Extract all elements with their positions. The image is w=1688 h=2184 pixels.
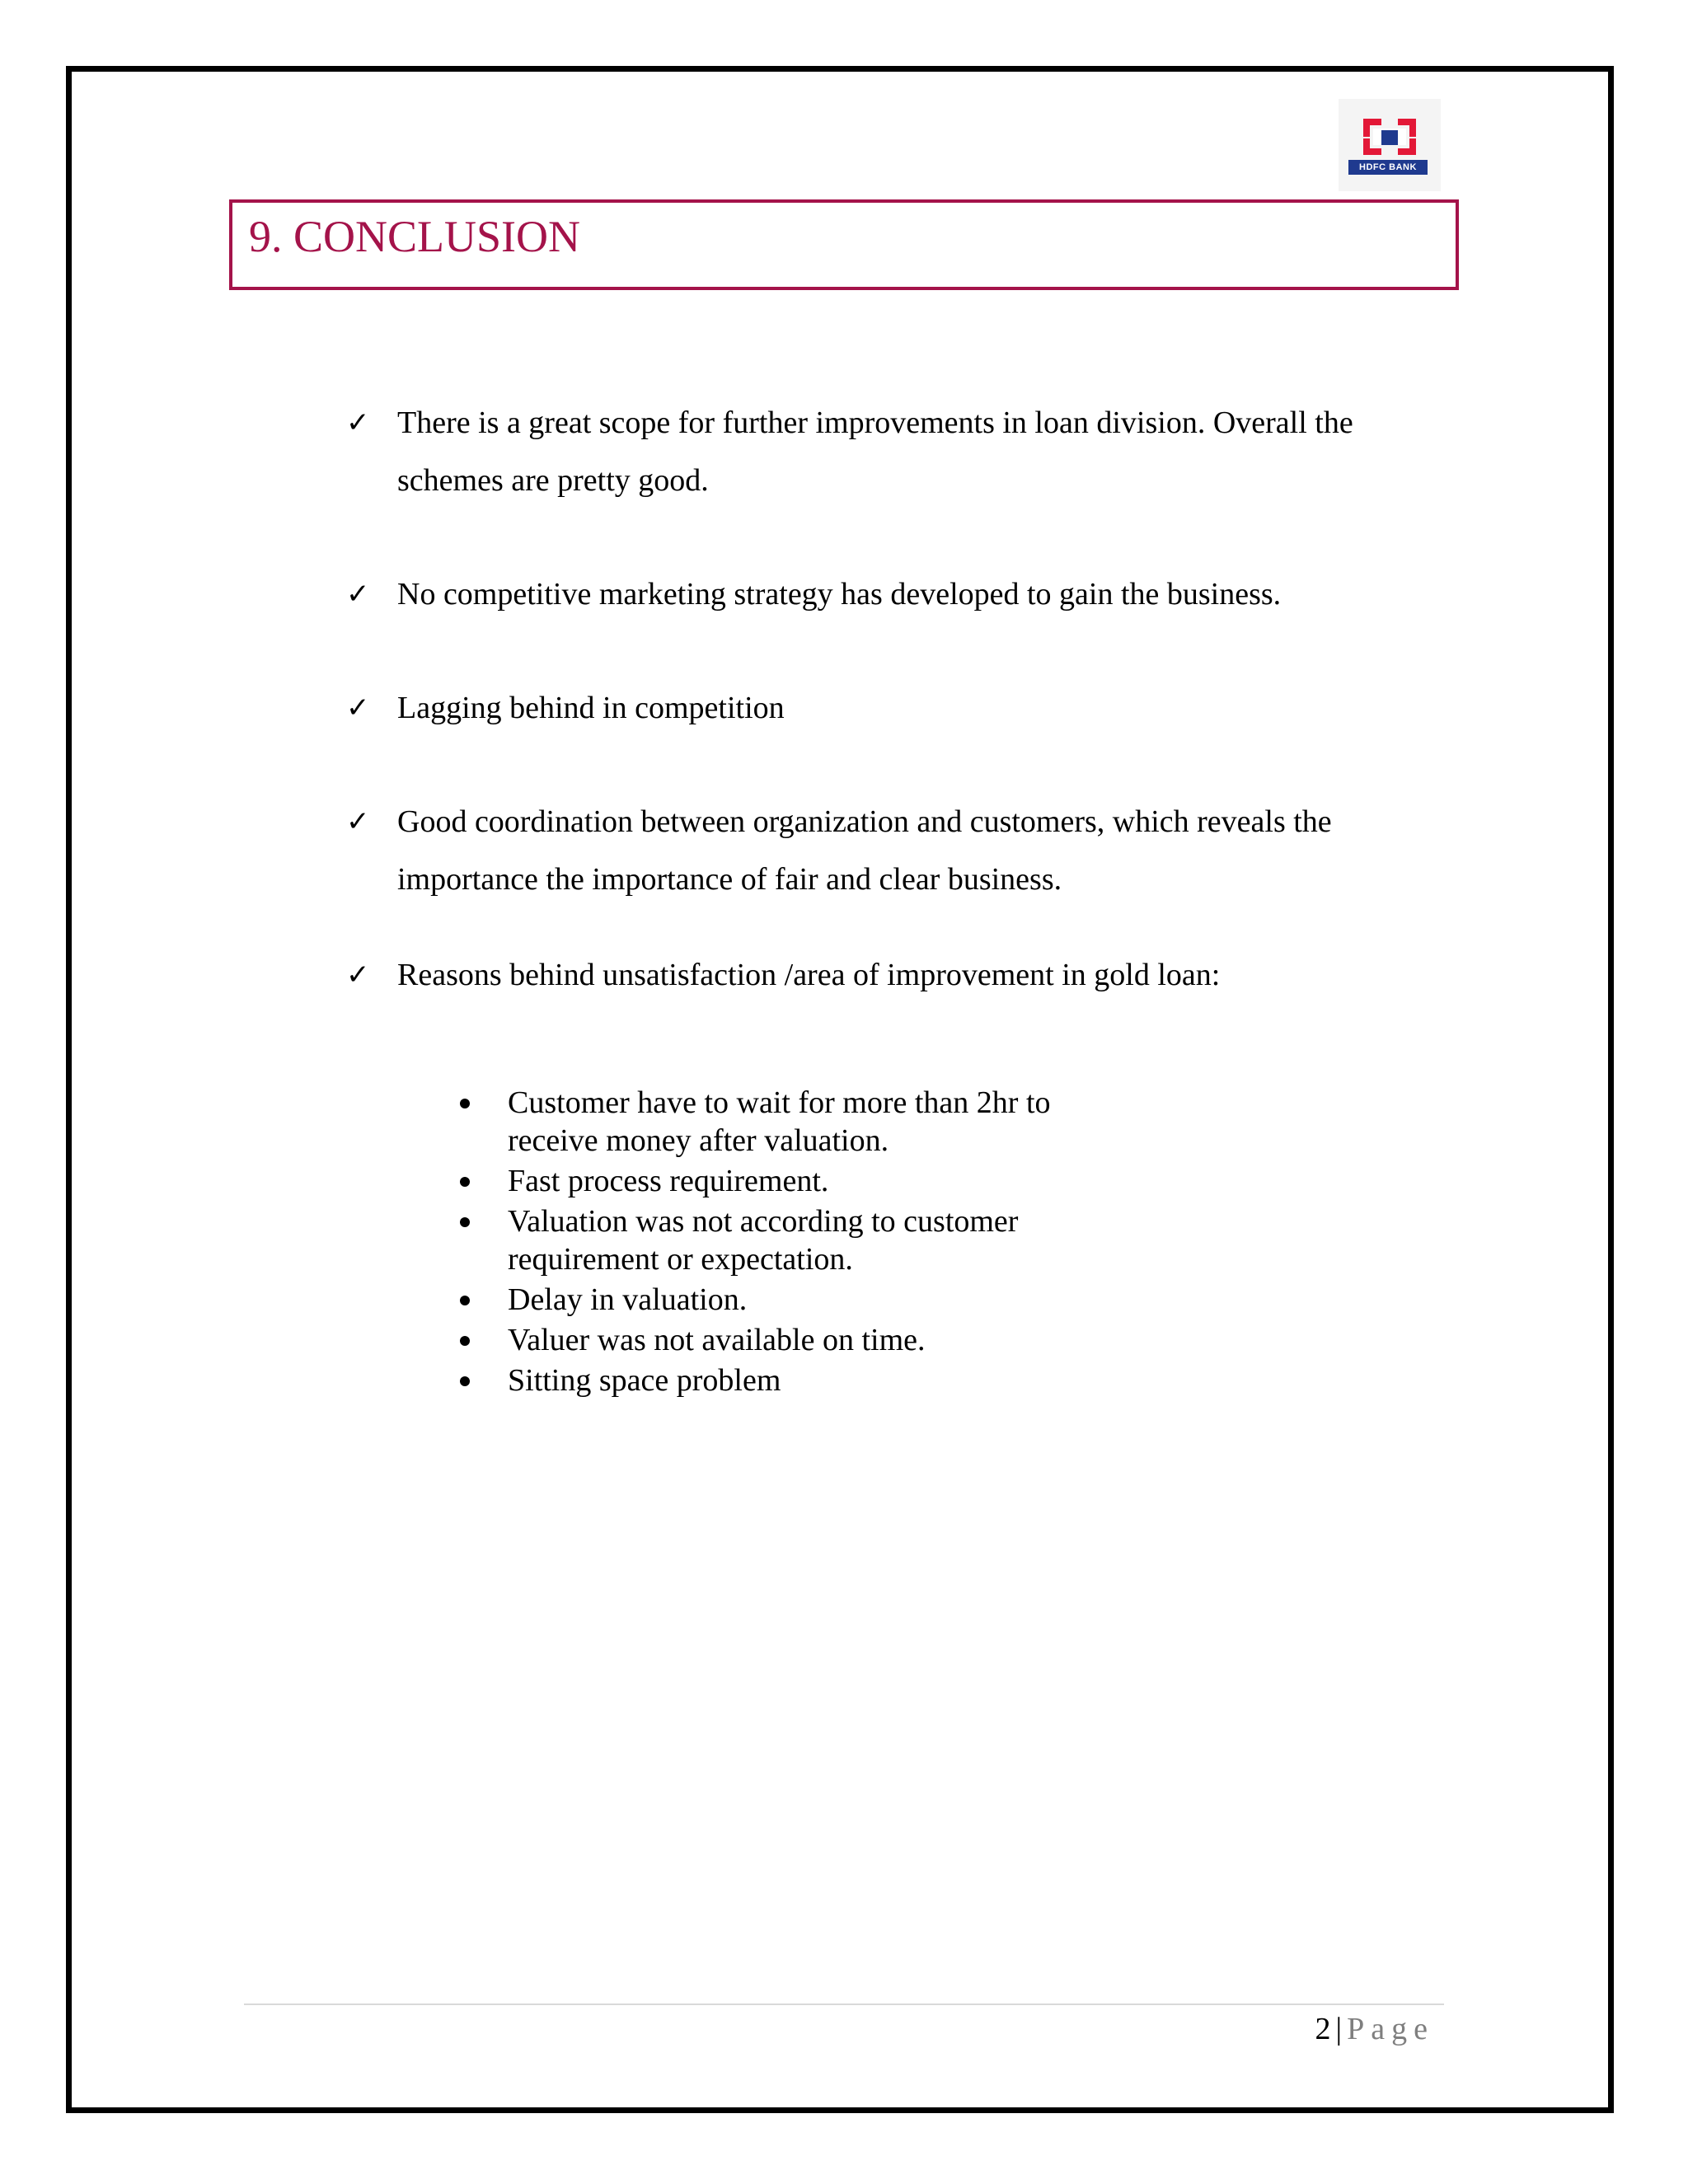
page-separator: |	[1335, 2012, 1343, 2046]
list-item-text: Fast process requirement.	[508, 1164, 829, 1198]
hdfc-bank-logo	[1339, 99, 1441, 191]
checkmark-icon: ✓	[346, 406, 370, 439]
list-item-text: Good coordination between organization and customers, which reveals the importance the importance of fair and clear business.	[397, 804, 1332, 897]
list-item-text: Delay in valuation.	[508, 1282, 748, 1317]
list-item-text: Valuation was not according to customer requirement or expectation.	[508, 1204, 1019, 1277]
list-item	[455, 1162, 1101, 1200]
bullet-icon	[460, 1336, 470, 1346]
page-footer	[1315, 2006, 1434, 2052]
list-item-text: Customer have to wait for more than 2hr to receive money after valuation.	[508, 1085, 1051, 1158]
page-word: Page	[1347, 2012, 1434, 2046]
list-item	[455, 1361, 1101, 1399]
bullet-icon	[460, 1177, 470, 1187]
checkmark-icon: ✓	[346, 691, 370, 724]
bullet-icon	[460, 1376, 470, 1386]
list-item	[455, 1281, 1101, 1319]
list-item-text: There is a great scope for further improvements in loan division. Overall the schemes are pretty good.	[397, 405, 1353, 498]
section-heading-box	[229, 199, 1459, 290]
logo-text: HDFC BANK	[1348, 160, 1428, 175]
list-item-text: Lagging behind in competition	[397, 691, 785, 725]
list-item-text: Reasons behind unsatisfaction /area of improvement in gold loan:	[397, 958, 1221, 992]
checkmark-icon: ✓	[346, 805, 370, 838]
checkmark-icon: ✓	[346, 958, 370, 991]
checkmark-icon: ✓	[346, 578, 370, 611]
bullet-icon	[460, 1296, 470, 1305]
gold-loan-reasons-list	[455, 1084, 1114, 1402]
list-item	[455, 1321, 1101, 1359]
list-item	[455, 1202, 1101, 1278]
list-item-text: No competitive marketing strategy has developed to gain the business.	[397, 577, 1282, 612]
list-item	[455, 1084, 1101, 1160]
footer-divider	[244, 2004, 1444, 2005]
list-item-text: Valuer was not available on time.	[508, 1323, 926, 1357]
page-number: 2	[1315, 2012, 1331, 2046]
bullet-icon	[460, 1099, 470, 1108]
list-item-text: Sitting space problem	[508, 1363, 781, 1398]
bullet-icon	[460, 1217, 470, 1227]
section-title: 9. CONCLUSION	[249, 212, 581, 261]
hdfc-logo-mark	[1339, 99, 1441, 191]
